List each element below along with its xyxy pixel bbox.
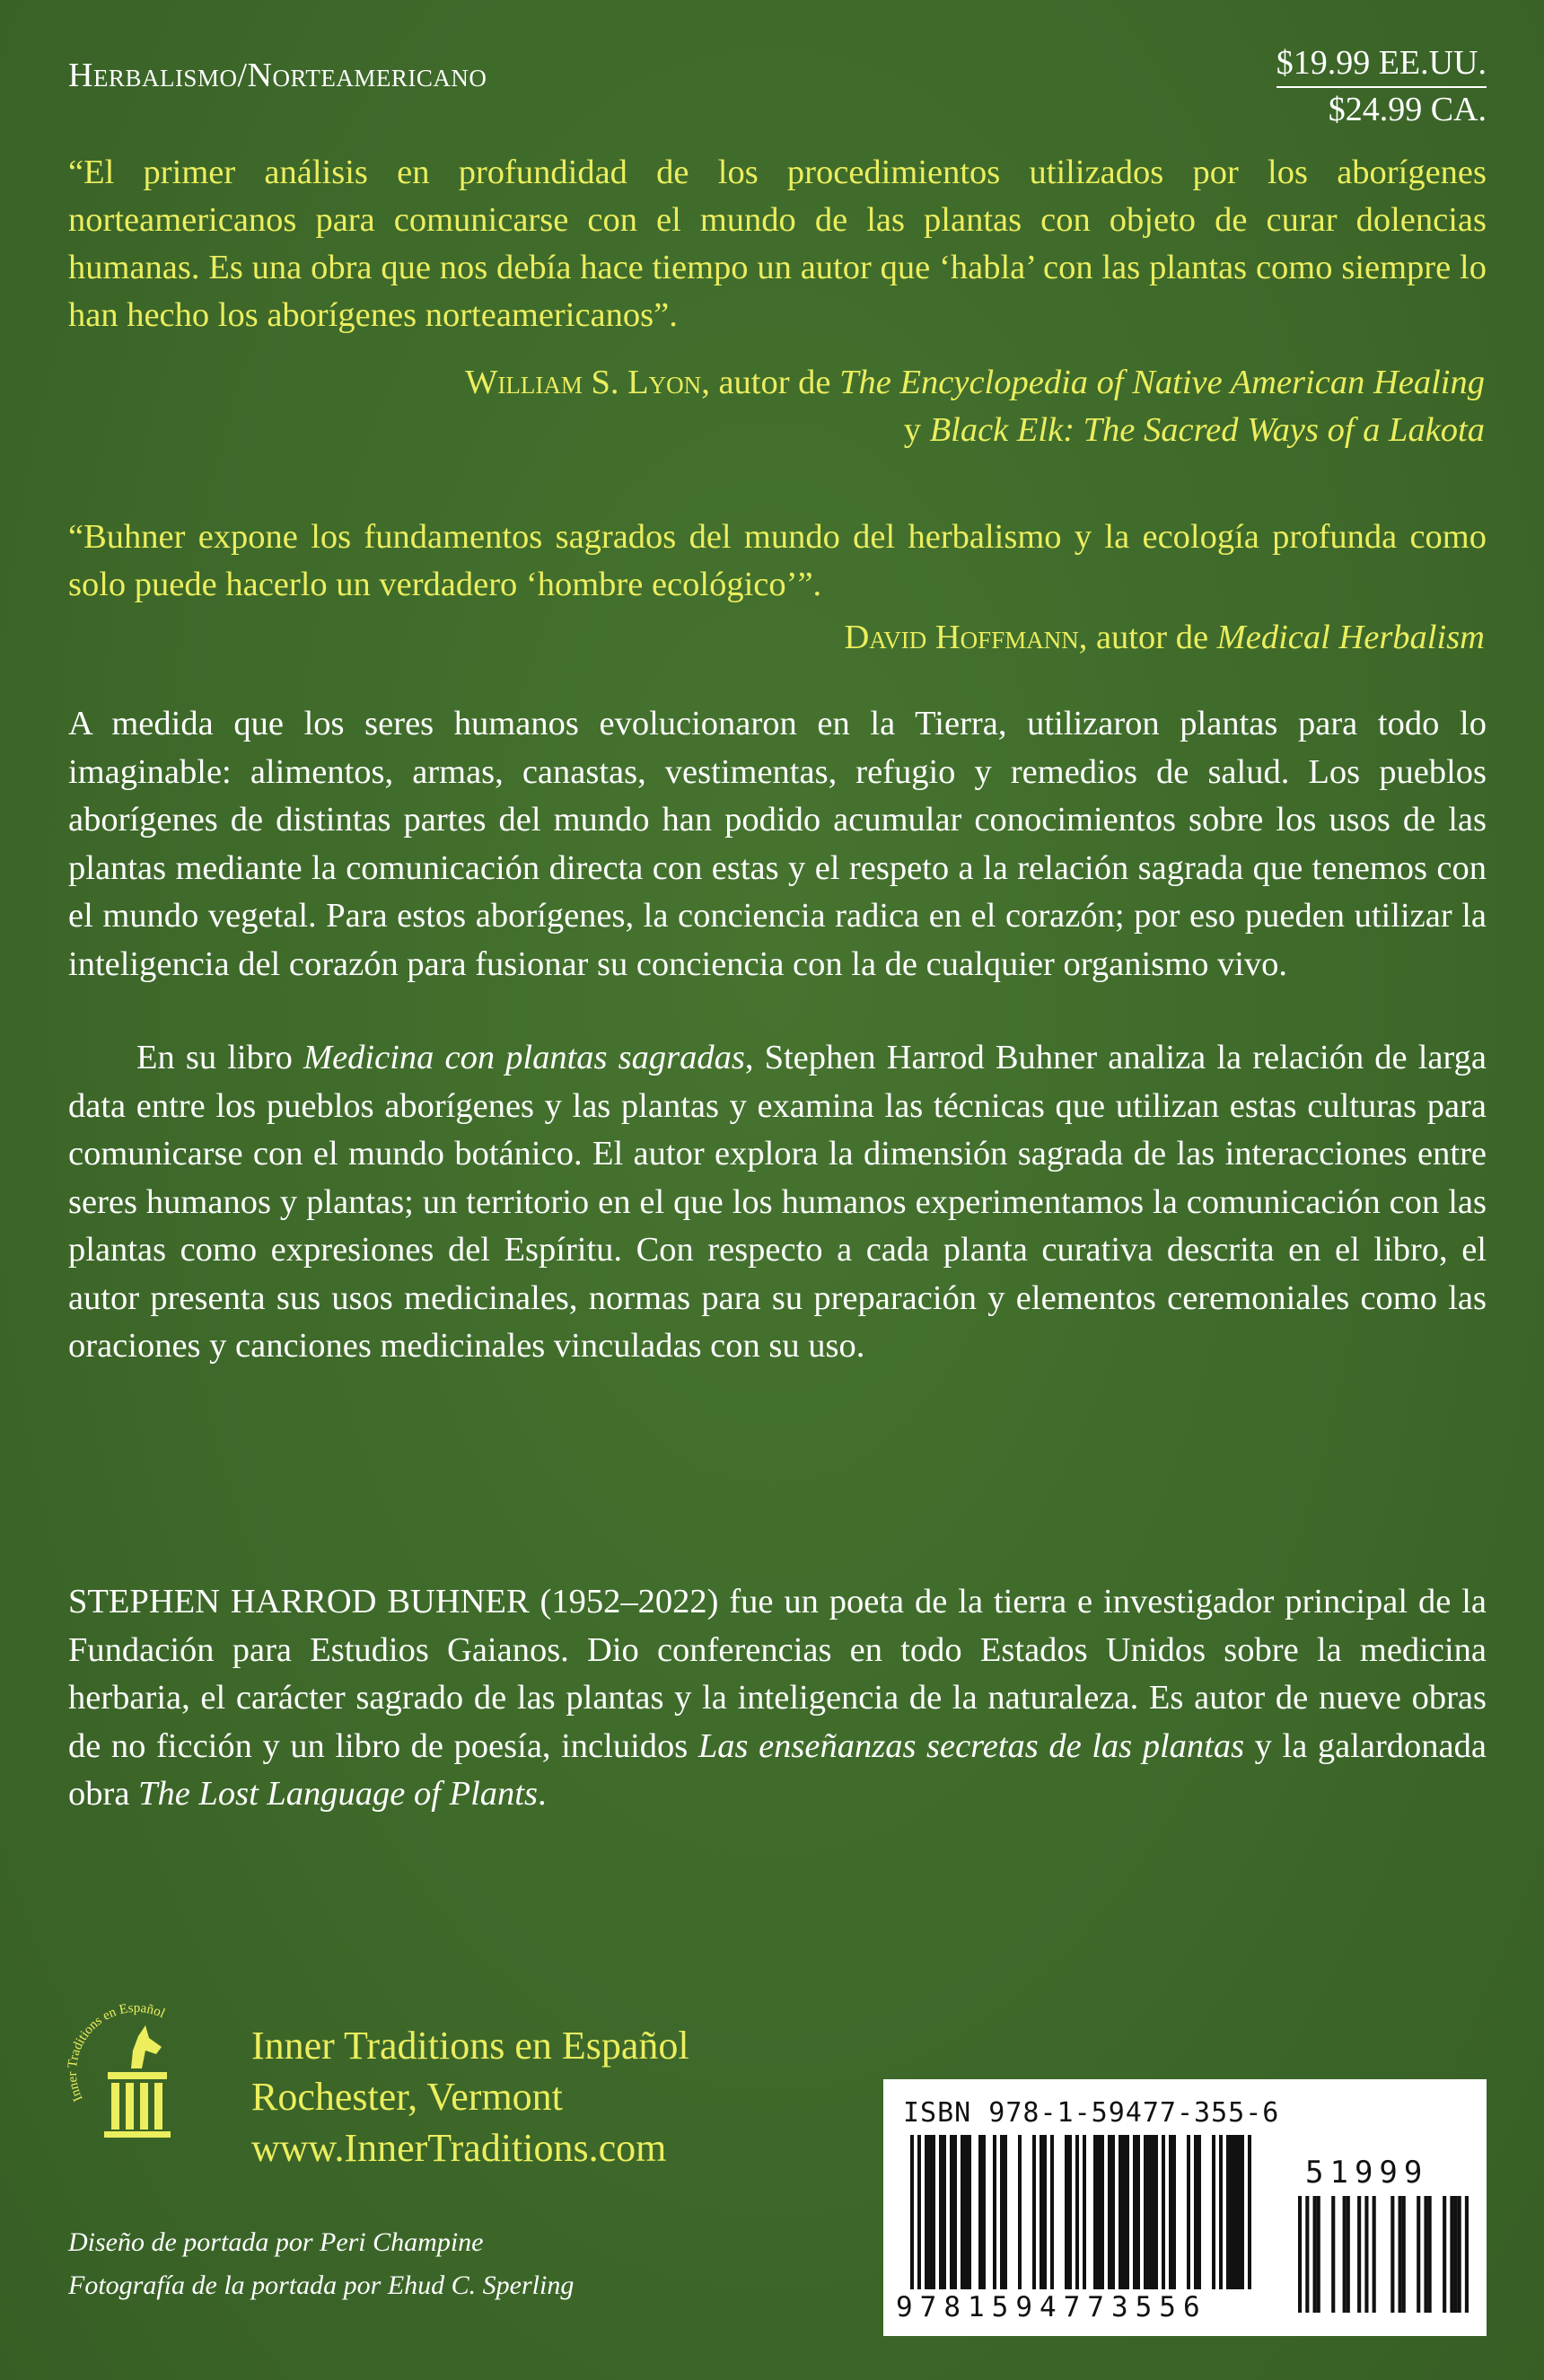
barcode-bar: [982, 2135, 986, 2289]
paragraph-text: , Stephen Harrod Buhner analiza la relación de larga data entre los pueblos aborígenes y las plantas y examina las técnicas que utilizan estas culturas para comunicarse con el mundo botánico. El autor explora la dimensión sagrada de las interacciones entre seres humanos y plantas; un territorio en el que los humanos experimentamos la comunicación con las plantas como expresiones del Espíritu. Con respecto a cada planta curativa descrita en el libro, el autor presenta sus usos medicinales, normas para su preparación y elementos ceremoniales como las oraciones y canciones medicinales vinculadas con su uso.: [68, 1039, 1487, 1365]
barcode-bar: [1093, 2135, 1097, 2289]
attribution-book: Medical Herbalism: [1216, 619, 1485, 656]
barcode-bar: [968, 2135, 971, 2289]
barcode-bar: [1147, 2135, 1151, 2289]
barcode-bar: [1068, 2135, 1072, 2289]
barcode-bar: [1172, 2135, 1176, 2289]
barcode-bar: [1194, 2135, 1197, 2289]
barcode-bar: [910, 2135, 914, 2289]
barcode-bar: [1136, 2135, 1140, 2289]
barcode-bar: [1317, 2196, 1320, 2313]
barcode-bar: [1032, 2135, 1036, 2289]
barcode-bar: [953, 2135, 957, 2289]
barcode-bar: [961, 2135, 964, 2289]
barcode-bar: [1040, 2135, 1043, 2289]
attribution-text: , autor de: [701, 364, 840, 401]
attribution-hoffmann: [66, 614, 1485, 662]
barcode-bar: [1424, 2196, 1427, 2313]
barcode-bar: [1004, 2135, 1007, 2289]
barcode-bar: [1169, 2135, 1172, 2289]
bio-text: .: [537, 1775, 547, 1813]
barcode-bar: [1465, 2196, 1469, 2313]
logo-arc-text: Inner Traditions en Español: [65, 2000, 168, 2104]
ean-barcode: [910, 2135, 1251, 2305]
barcode-bar: [1065, 2135, 1068, 2289]
barcode-bar: [1122, 2135, 1126, 2289]
barcode-bar: [928, 2135, 932, 2289]
quote-lyon: “El primer análisis en profundidad de los procedimientos utilizados por los aborígenes norteamericanos para comunicarse con el mundo de las plantas con objeto de curar dolencias humanas. Es una obra que nos debía hace tiempo un autor que ‘habla’ con las plantas como siempre lo han hecho los aborígenes norteamericanos”.: [68, 154, 1487, 334]
barcode-bar: [1237, 2135, 1241, 2289]
barcode-bar: [1133, 2135, 1136, 2289]
barcode-bar: [939, 2135, 943, 2289]
attribution-book: Black Elk: The Sacred Ways of a Lakota: [929, 411, 1485, 449]
barcode-bar: [1343, 2196, 1347, 2313]
publisher-logo: [56, 1991, 217, 2153]
barcode-bar: [1187, 2135, 1190, 2289]
publisher-city: Rochester, Vermont: [251, 2075, 563, 2119]
isbn-label: ISBN 978-1-59477-355-6: [903, 2097, 1280, 2129]
bio-book-title: The Lost Language of Plants: [138, 1775, 538, 1813]
cover-credits: [68, 2221, 574, 2307]
barcode-bar: [925, 2135, 928, 2289]
barcode-bar: [917, 2135, 921, 2289]
barcode-bar: [1212, 2135, 1215, 2289]
barcode-bar: [1119, 2135, 1122, 2289]
book-title: Medicina con plantas sagradas: [303, 1039, 745, 1076]
barcode-bar: [1428, 2196, 1432, 2313]
bio-book-title: Las enseñanzas secretas de las plantas: [697, 1726, 1245, 1765]
barcode-bar: [978, 2135, 982, 2289]
barcode-bar: [1402, 2196, 1406, 2313]
barcode-bar: [964, 2135, 968, 2289]
category-label: Herbalismo/Norteamericano: [68, 57, 487, 94]
author-bio: [68, 1578, 1487, 1819]
barcode-bar: [1399, 2196, 1402, 2313]
barcode-bar: [1083, 2135, 1086, 2289]
barcode-bar: [1364, 2196, 1368, 2313]
barcode-bar: [1050, 2135, 1054, 2289]
barcode-bar: [1458, 2196, 1461, 2313]
barcode-bar: [1305, 2196, 1309, 2313]
publisher-name: Inner Traditions en Español: [251, 2024, 689, 2068]
attribution-book: The Encyclopedia of Native American Healing: [839, 364, 1485, 401]
publisher-logo-icon: [56, 1991, 217, 2153]
paragraph-text: En su libro: [136, 1039, 303, 1076]
barcode-bar: [1230, 2135, 1233, 2289]
quote-hoffmann: “Buhner expone los fundamentos sagrados del mundo del herbalismo y la ecología profunda como solo puede hacerlo un verdadero ‘hombre ecológico’”.: [68, 518, 1487, 603]
barcode-bar: [1357, 2196, 1361, 2313]
barcode-bar: [1347, 2196, 1350, 2313]
publisher-info: [251, 2020, 689, 2174]
barcode-bar: [1151, 2135, 1154, 2289]
barcode-bar: [1390, 2196, 1394, 2313]
price-ca: $24.99 CA.: [1328, 91, 1487, 128]
barcode-bar: [1126, 2135, 1129, 2289]
attribution-text: , autor de: [1078, 619, 1217, 656]
barcode-bar: [1111, 2135, 1115, 2289]
barcode-bar: [1331, 2196, 1335, 2313]
ean-digits: 9781594773556: [896, 2291, 1207, 2323]
barcode-bar: [1241, 2135, 1244, 2289]
barcode-bar: [1248, 2135, 1251, 2289]
price-barcode: [1298, 2196, 1469, 2313]
barcode-bar: [1450, 2196, 1453, 2313]
barcode-bar: [1000, 2135, 1004, 2289]
publisher-website: www.InnerTraditions.com: [251, 2126, 667, 2170]
price-block: [1217, 41, 1487, 131]
barcode-bar: [1313, 2196, 1317, 2313]
barcode-bar: [1101, 2135, 1104, 2289]
barcode-bar: [1154, 2135, 1158, 2289]
credit-photo: Fotografía de la portada por Ehud C. Sperling: [68, 2270, 575, 2300]
barcode-bar: [1417, 2196, 1420, 2313]
barcode-bar: [1443, 2196, 1446, 2313]
attribution-lyon: [66, 359, 1485, 454]
barcode-bar: [1043, 2135, 1047, 2289]
barcode-bar: [1162, 2135, 1165, 2289]
barcode-bar: [1144, 2135, 1147, 2289]
barcode-bar: [1108, 2135, 1111, 2289]
barcode-panel: [883, 2079, 1487, 2336]
barcode-bar: [1453, 2196, 1457, 2313]
barcode-bar: [1233, 2135, 1237, 2289]
barcode-bar: [1075, 2135, 1079, 2289]
price-code: 51999: [1305, 2155, 1429, 2191]
barcode-bar: [950, 2135, 953, 2289]
attribution-connector: y: [903, 411, 930, 449]
barcode-bar: [1373, 2196, 1376, 2313]
price-us: $19.99 EE.UU.: [1276, 41, 1487, 88]
barcode-bar: [993, 2135, 996, 2289]
barcode-bar: [1197, 2135, 1201, 2289]
attribution-author: William S. Lyon: [465, 364, 702, 401]
attribution-author: David Hoffmann: [844, 619, 1079, 656]
description-paragraph-2: [68, 1034, 1487, 1371]
bio-text: y la galardonada obra: [68, 1726, 1487, 1813]
barcode-bar: [1226, 2135, 1230, 2289]
barcode-bar: [932, 2135, 935, 2289]
bio-text: STEPHEN HARROD BUHNER (1952–2022) fue un poeta de la tierra e investigador principal de la Fundación para Estudios Gaianos. Dio conferencias en todo Estados Unidos sobre la medicina herbaria, el carácter sagrado de las plantas y la inteligencia de la naturaleza. Es autor de nueve obras de no ficción y un libro de poesía, incluidos: [68, 1583, 1487, 1765]
credit-design: Diseño de portada por Peri Champine: [68, 2227, 484, 2257]
barcode-bar: [1097, 2135, 1101, 2289]
barcode-bar: [943, 2135, 946, 2289]
description-paragraph-1: A medida que los seres humanos evolucionaron en la Tierra, utilizaron plantas para todo lo imaginable: alimentos, armas, canastas, vestimentas, refugio y remedios de salud. Los pueblos aborígenes de distintas partes del mundo han podido acumular conocimientos sobre los usos de las plantas mediante la comunicación directa con estas y el respeto a la relación sagrada que tenemos con el mundo vegetal. Para estos aborígenes, la conciencia radica en el corazón; por eso pueden utilizar la inteligencia del corazón para fusionar su conciencia con la de cualquier organismo vivo.: [68, 705, 1487, 983]
barcode-bar: [1219, 2135, 1223, 2289]
barcode-bar: [1298, 2196, 1302, 2313]
barcode-bar: [1018, 2135, 1022, 2289]
